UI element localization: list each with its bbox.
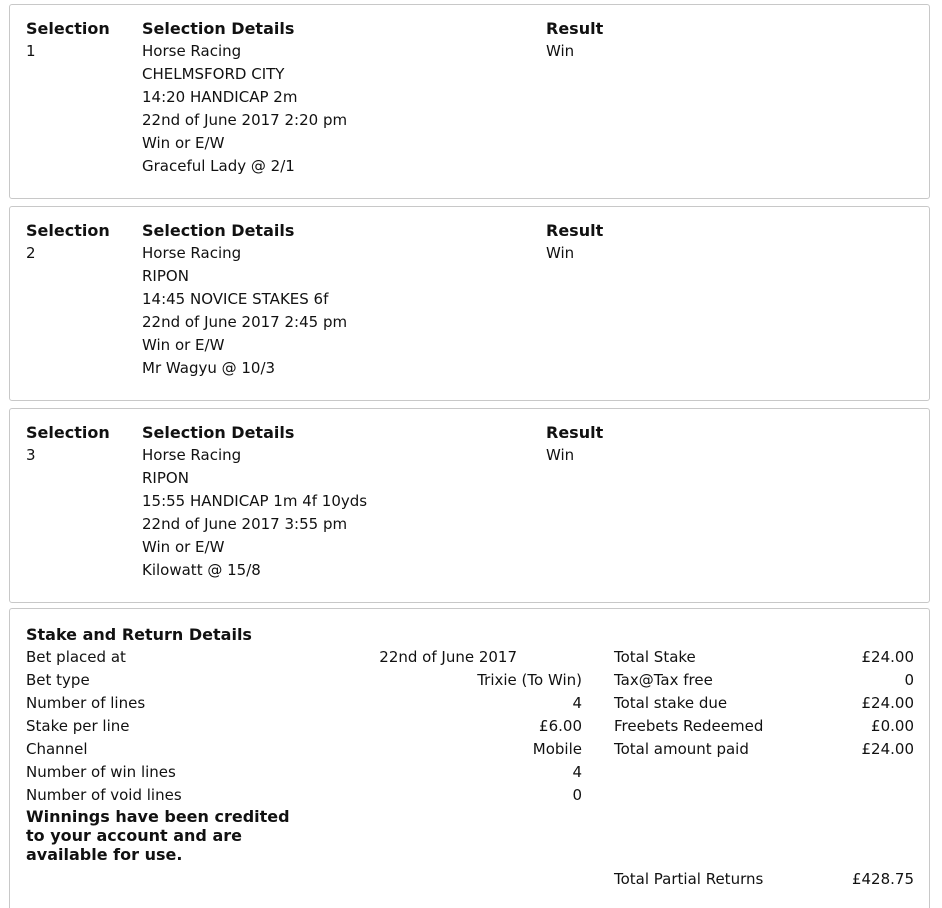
result-value: Win: [546, 42, 575, 60]
total-paid-row: [614, 738, 914, 761]
market: Win or E/W: [142, 538, 225, 556]
result-value: Win: [546, 244, 575, 262]
row-label: Bet type: [26, 671, 90, 689]
channel-row: [26, 738, 582, 761]
selection-number: 3: [26, 446, 36, 464]
result-column: [546, 219, 603, 265]
race: 14:20 HANDICAP 2m: [142, 88, 298, 106]
race-datetime: 22nd of June 2017 2:20 pm: [142, 111, 348, 129]
selection-details-column: [142, 421, 367, 582]
row-label: Total Partial Returns: [614, 870, 764, 888]
selection-details-column: [142, 17, 347, 178]
result-value: Win: [546, 446, 575, 464]
selection-card-1: [9, 4, 930, 199]
sport: Horse Racing: [142, 446, 242, 464]
row-label: Channel: [26, 740, 88, 758]
row-label: Bet placed at: [26, 648, 126, 666]
selection-number-column: [26, 421, 110, 467]
pick: Graceful Lady @ 2/1: [142, 157, 295, 175]
freebets-row: [614, 715, 914, 738]
venue: CHELMSFORD CITY: [142, 65, 285, 83]
selection-number-column: [26, 17, 110, 63]
selection-details-header: Selection Details: [142, 19, 295, 38]
row-value: 22nd of June 2017: [379, 648, 517, 666]
row-value: 4: [572, 763, 582, 781]
selection-card-2: [9, 206, 930, 401]
sport: Horse Racing: [142, 244, 242, 262]
race: 15:55 HANDICAP 1m 4f 10yds: [142, 492, 368, 510]
selection-header: Selection: [26, 423, 110, 442]
row-value: £24.00: [861, 694, 914, 712]
void-lines-row: [26, 784, 582, 807]
row-label: Number of void lines: [26, 786, 182, 804]
result-column: [546, 421, 603, 467]
pick: Mr Wagyu @ 10/3: [142, 359, 276, 377]
race-datetime: 22nd of June 2017 3:55 pm: [142, 515, 348, 533]
row-label: Tax@Tax free: [614, 671, 713, 689]
result-header: Result: [546, 423, 604, 442]
total-stake-due-row: [614, 692, 914, 715]
row-label: Total stake due: [614, 694, 728, 712]
result-column: [546, 17, 603, 63]
selection-number: 2: [26, 244, 36, 262]
winnings-credited-note: Winnings have been credited to your account and are available for use.: [26, 807, 290, 864]
market: Win or E/W: [142, 336, 225, 354]
selection-details-header: Selection Details: [142, 221, 295, 240]
number-of-lines-row: [26, 692, 582, 715]
market: Win or E/W: [142, 134, 225, 152]
selection-number: 1: [26, 42, 36, 60]
row-value: 0: [904, 671, 914, 689]
tax-row: [614, 669, 914, 692]
race: 14:45 NOVICE STAKES 6f: [142, 290, 329, 308]
pick: Kilowatt @ 15/8: [142, 561, 261, 579]
row-value: Trixie (To Win): [477, 671, 582, 689]
sport: Horse Racing: [142, 42, 242, 60]
selection-header: Selection: [26, 19, 110, 38]
row-label: Freebets Redeemed: [614, 717, 764, 735]
row-value: £428.75: [851, 870, 914, 888]
stake-return-title: Stake and Return Details: [26, 625, 252, 644]
bet-type-row: [26, 669, 582, 692]
bet-placed-row: [26, 646, 582, 669]
row-label: Number of lines: [26, 694, 146, 712]
row-value: 4: [572, 694, 582, 712]
row-value: £0.00: [871, 717, 914, 735]
row-label: Stake per line: [26, 717, 130, 735]
venue: RIPON: [142, 469, 189, 487]
selection-header: Selection: [26, 221, 110, 240]
race-datetime: 22nd of June 2017 2:45 pm: [142, 313, 348, 331]
selection-details-column: [142, 219, 347, 380]
stake-per-line-row: [26, 715, 582, 738]
result-header: Result: [546, 221, 604, 240]
row-value: £24.00: [861, 648, 914, 666]
row-value: Mobile: [532, 740, 582, 758]
row-label: Number of win lines: [26, 763, 176, 781]
result-header: Result: [546, 19, 604, 38]
bet-details-table: [26, 646, 582, 807]
selection-card-3: [9, 408, 930, 603]
row-value: 0: [572, 786, 582, 804]
row-label: Total amount paid: [614, 740, 749, 758]
stake-return-card: [9, 608, 930, 908]
total-stake-row: [614, 646, 914, 669]
row-value: £24.00: [861, 740, 914, 758]
total-partial-returns-row: [614, 868, 914, 891]
venue: RIPON: [142, 267, 189, 285]
row-label: Total Stake: [614, 648, 696, 666]
selection-number-column: [26, 219, 110, 265]
selection-details-header: Selection Details: [142, 423, 295, 442]
totals-table: [614, 646, 914, 761]
win-lines-row: [26, 761, 582, 784]
row-value: £6.00: [539, 717, 582, 735]
